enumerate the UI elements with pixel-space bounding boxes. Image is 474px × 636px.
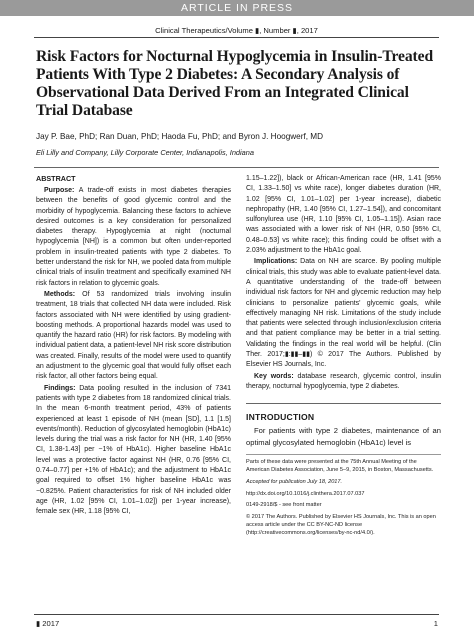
article-in-press-banner: ARTICLE IN PRESS (0, 0, 474, 16)
abstract-findings (36, 384, 231, 518)
accepted-date: Accepted for publication July 18, 2017. (246, 478, 343, 485)
footer-divider (34, 614, 439, 615)
purpose-label: Purpose: (44, 187, 75, 194)
keywords-text: database research, glycemic control, insulin therapy, nocturnal hypoglycemia, type 2 diabetes. (246, 372, 441, 390)
methods-label: Methods: (44, 290, 76, 298)
page-number: 1 (433, 619, 438, 628)
findings-label: Findings: (44, 384, 76, 392)
abstract-keywords (246, 372, 441, 393)
purpose-text: A trade-off exists in most diabetes therapies between the benefits of good glycemic control and the morbidity of hypoglycemia. Balancing these factors to achieve desired outcomes is a key consideration for personalized diabetes therapy. Hypoglycemia at night (nocturnal hypoglycemia [NH]) is a common but often under-reported problem in insulin-treated patients with type 2 diabetes. To better understand the risk for NH, we pooled data from multiple clinical trials of insulin treatment and specifically examined NH risk factors in relation to glycemic goals. (36, 187, 232, 287)
methods-text: Of 53 randomized trials involving insulin treatment, 18 trials that collected NH data were included. Risk factors associated with NH were identified by using gradient-boosting methods. A proportional hazards model was used to quantify the hazard ratio (HR) for risk factors. By modeling with individual patient data, a patient-level NH risk score distribution was created. Finally, results of the model were used to quantify an adjustment to the glycemic goal that would fully offset each risk factor, all other factors being equal. (36, 290, 231, 381)
footnote-divider (246, 454, 441, 455)
introduction-text: For patients with type 2 diabetes, maintenance of an optimal glycosylated hemoglobin (HbA1c) level is (246, 426, 441, 447)
findings-text: Data pooling resulted in the inclusion of 7341 patients with type 2 diabetes from 18 randomized clinical trials. In the mean 6-month treatment period, 43% of patients experienced at least 1 episode of NH (mean [SD], 1.1 [1.5] events/month). Reduction of glycosylated hemoglobin (HbA1c) levels during the trial was a risk factor for NH (HR, 1.40 [95% CI, 1.38-1.43] per −1% of HbA1c). Higher baseline HbA1c level was a protective factor against NH (HR, 0.76 [95% CI, 0.74–0.77] per +1% of HbA1c); and the adjustment to HbA1c goal required to offset 1% higher baseline HbA1c was −0.825%. Patient characteristics for risk of NH included older age (HR, 1.02 [95% CI, 1.01–1.02]) per 1-year increase), female sex (HR, 1.18 [95% CI, (36, 384, 231, 516)
abstract-purpose (36, 186, 231, 289)
copyright-note: © 2017 The Authors. Published by Elsevier HS Journals, Inc. This is an open access article under the CC BY-NC-ND license (http://creativecommons.org/licenses/by-nc-nd/4.0/). (246, 514, 436, 536)
abstract-heading: ABSTRACT (36, 174, 76, 183)
footer-issue: ▮ 2017 (36, 619, 60, 628)
abstract-right-column (246, 174, 441, 538)
abstract-divider (34, 167, 439, 168)
author-list: Jay P. Bae, PhD; Ran Duan, PhD; Haoda Fu, PhD; and Byron J. Hoogwerf, MD (36, 132, 324, 141)
abstract-left-column (36, 174, 231, 519)
introduction-divider (246, 403, 441, 404)
journal-header: Clinical Therapeutics/Volume ▮, Number ▮, 2017 (155, 26, 318, 35)
findings-continued: 1.15–1.22]), black or African-American race (HR, 1.41 [95% CI, 1.33–1.50] vs white race), longer diabetes duration (HR, 1.02 [95% CI, 1.01–1.02] per 1-year increase), diabetic nephropathy (HR, 1.40 [95% CI, 1.27–1.54]), and concomitant sulfonylurea use (HR, 1.10 [95% CI, 1.05–1.15]). Asian race was associated with a lower risk of NH (HR, 0.50 [95% CI, 0.48–0.53] vs white race); this finding could be offset with a 2.03% adjustment to the HbA1c goal. (246, 175, 441, 255)
abstract-methods (36, 290, 231, 383)
introduction-heading: INTRODUCTION (246, 412, 315, 423)
header-divider (34, 37, 439, 38)
author-affiliation: Eli Lilly and Company, Lilly Corporate Center, Indianapolis, Indiana (36, 148, 255, 157)
abstract-implications (246, 257, 441, 370)
doi-link[interactable]: http://dx.doi.org/10.1016/j.clinthera.2017.07.037 (246, 490, 365, 497)
presentation-note: Parts of these data were presented at the 75th Annual Meeting of the American Diabetes Association, June 5–9, 2015, in Boston, Massachusetts. (246, 459, 434, 474)
article-title: Risk Factors for Nocturnal Hypoglycemia in Insulin-Treated Patients With Type 2 Diabetes: A Secondary Analysis of Observational Data Derived From an Integrated Clinical Trial Database (36, 48, 434, 119)
keywords-label: Key words: (254, 372, 294, 380)
issn-line: 0149-2918/$ - see front matter (246, 502, 322, 509)
implications-text: Data on NH are scarce. By pooling multiple clinical trials, this study was able to evaluate patient-level data. A quantitative understanding of the trade-off between individual risk factors for NH and glycemic reduction may help clinicians to personalize patients' glycemic goals, while effectively managing NH risk. Limitations of the study include that patients were selected through inclusion/exclusion criteria and that patient compliance may be better in a trial setting. Validating the findings in the real world will be helpful. (Clin Ther. 2017;▮:▮▮–▮▮) © 2017 The Authors. Published by Elsevier HS Journals, Inc. (246, 258, 441, 369)
implications-label: Implications: (254, 258, 298, 266)
